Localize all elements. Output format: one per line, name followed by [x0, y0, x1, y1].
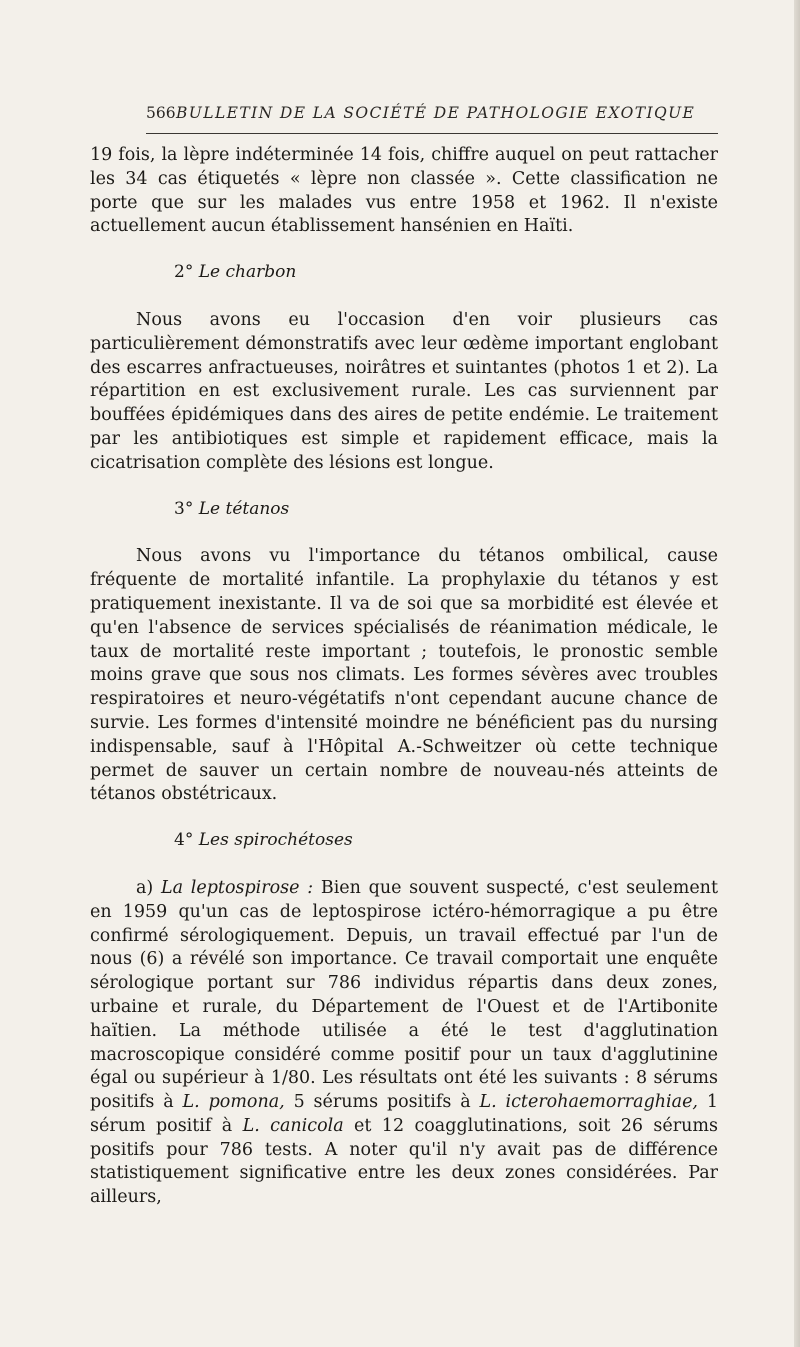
section-number: 2°: [174, 262, 194, 283]
section-heading-tetanos: [90, 498, 718, 522]
section-number: 3°: [174, 498, 194, 519]
tetanos-paragraph: Nous avons vu l'importance du tétanos ombilical, cause fréquente de mortalité infantile. La prophylaxie du tétanos y est pratiquement inexistante. Il va de soi que sa morbidité est élevée et qu'en l'absence de services spécialisés de réanimation médicale, le taux de mortalité reste important ; toutefois, le pronostic semble moins grave que sous nos climats. Les formes sévères avec troubles respiratoires et neuro-végétatifs n'ont cependant aucune chance de survie. Les formes d'intensité moindre ne bénéficient pas du nursing indispensable, sauf à l'Hôpital A.-Schweitzer où cette technique permet de sauver un certain nombre de nouveau-nés atteints de tétanos obstétricaux.: [90, 546, 718, 805]
text-segment: Bien que souvent suspecté, c'est seulement en 1959 qu'un cas de leptospirose ictéro-hémorragique a pu être confirmé sérologiquement. Depuis, un travail effectué par l'un de nous (6) a révélé son importance. Ce travail comportait une enquête sérologique portant sur 786 individus répartis dans deux zones, urbaine et rurale, du Département de l'Ouest et de l'Artibonite haïtien. La méthode utilisée a été le test d'agglutination macroscopique considéré comme positif pour un taux d'agglutinine égal ou supérieur à 1/80. Les résultats ont été les suivants : 8 sérums positifs à: [90, 877, 718, 1113]
running-title: BULLETIN DE LA SOCIÉTÉ DE PATHOLOGIE EXOTIQUE: [176, 104, 696, 122]
body-text: [90, 144, 718, 1210]
text-segment: et 12 coagglutinations, soit 26 sérums positifs pour 786 tests. A noter qu'il n'y avait pas de différence statistiquement significative entre les deux zones considérées. Par ailleurs,: [90, 1115, 718, 1208]
intro-paragraph: 19 fois, la lèpre indéterminée 14 fois, chiffre auquel on peut rattacher les 34 cas étiquetés « lèpre non classée ». Cette classification ne porte que sur les malades vus entre 1958 et 1962. Il n'existe actuellement aucun établissement hansénien en Haïti.: [90, 145, 718, 237]
text-segment: 1 sérum positif à: [90, 1092, 718, 1136]
species-name: L. pomona,: [182, 1092, 285, 1113]
text-segment: 5 sérums positifs à: [293, 1092, 471, 1113]
section-number: 4°: [174, 830, 194, 851]
section-heading-spirochetoses: [90, 829, 718, 853]
section-title: Le charbon: [198, 262, 297, 283]
page-number: 566: [146, 104, 176, 122]
page-edge-shadow: [794, 0, 800, 1347]
running-header: [146, 104, 718, 130]
section-heading-charbon: [90, 261, 718, 285]
subsection-title: La leptospirose :: [160, 877, 314, 898]
species-name: L. icterohaemorraghiae,: [479, 1092, 698, 1113]
leptospirose-paragraph: [90, 877, 718, 1210]
charbon-paragraph: Nous avons eu l'occasion d'en voir plusieurs cas particulièrement démonstratifs avec leur œdème important englobant des escarres anfractueuses, noirâtres et suintantes (photos 1 et 2). La répartition en est exclusivement rurale. Les cas surviennent par bouffées épidémiques dans des aires de petite endémie. Le traitement par les antibiotiques est simple et rapidement efficace, mais la cicatrisation complète des lésions est longue.: [90, 309, 718, 473]
subsection-marker: a): [136, 877, 154, 898]
header-rule: [146, 133, 718, 134]
species-name: L. canicola: [242, 1115, 344, 1136]
section-title: Le tétanos: [198, 498, 290, 519]
section-title: Les spirochétoses: [198, 830, 353, 851]
